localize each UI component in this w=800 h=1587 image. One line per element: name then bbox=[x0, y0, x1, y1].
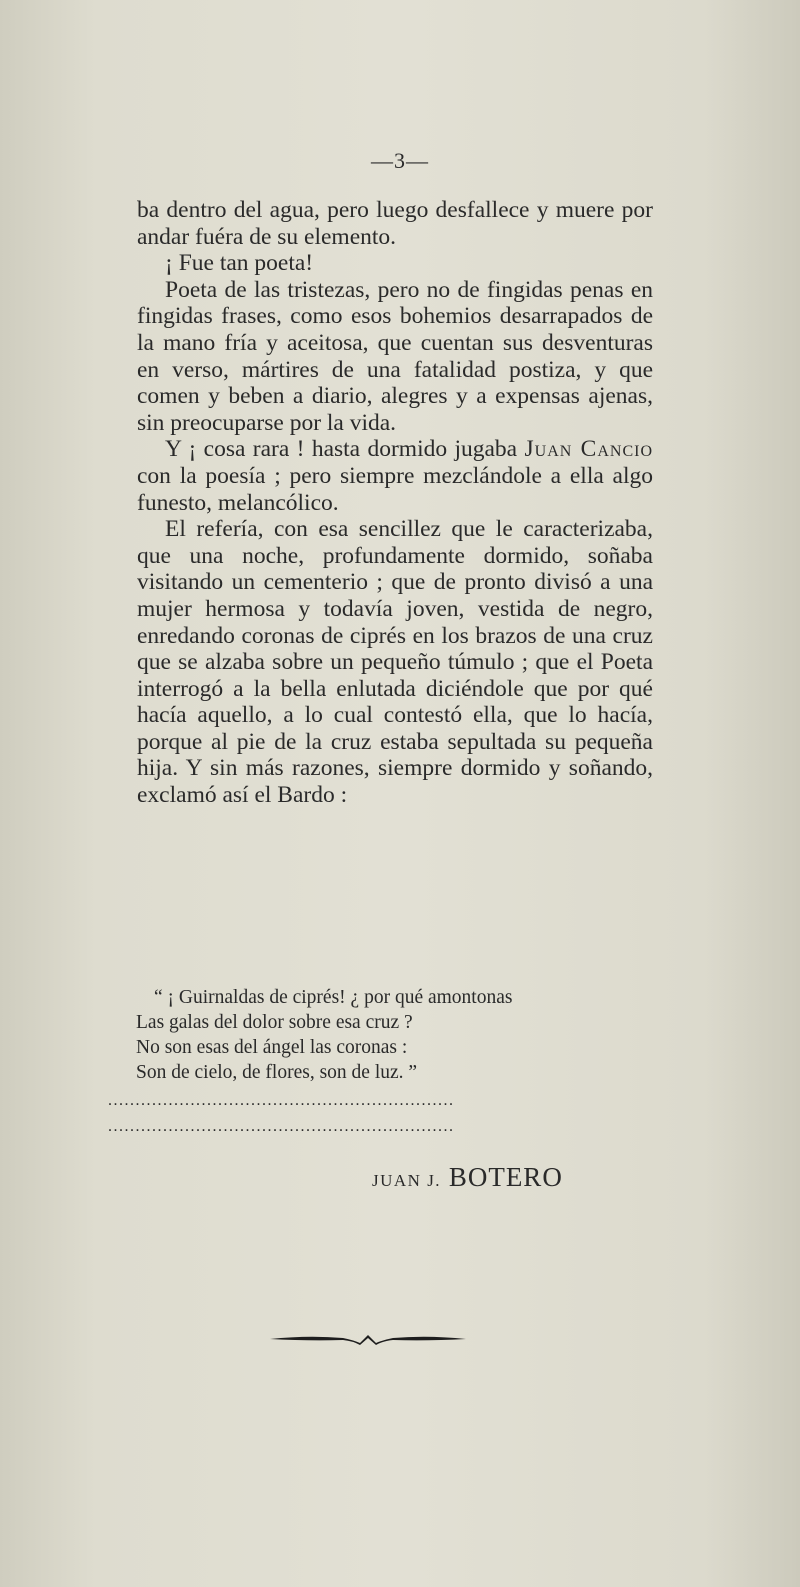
author-name: Juan Cancio bbox=[524, 436, 654, 463]
paragraph-5 bbox=[137, 516, 653, 809]
verse-line-3: No son esas del ángel las coronas : bbox=[136, 1037, 408, 1058]
signature-surname: BOTERO bbox=[448, 1162, 563, 1192]
paragraph-4-start: Y ¡ cosa rara ! hasta dormido jugaba bbox=[165, 436, 518, 463]
paragraph-3: Poeta de las tristezas, pero no de fingidas penas en fingidas frases, como esos bohemios desarrapados de la mano fría y aceitosa, que cuentan sus desventuras en verso, mártires de una fatalidad postiza, y que comen y beben a diario, alegres y a expensas ajenas, sin preocuparse por la vida. bbox=[137, 276, 653, 436]
paragraph-4-end: con la poesía ; pero siempre mezclándole a ella algo funesto, melancólico. bbox=[137, 462, 653, 516]
verse-line-1: “ ¡ Guirnaldas de ciprés! ¿ por qué amontonas bbox=[154, 987, 513, 1008]
signature bbox=[372, 1162, 563, 1193]
verse-quote bbox=[136, 985, 636, 1085]
paragraph-2: ¡ Fue tan poeta! bbox=[165, 250, 314, 277]
ellipsis-row-1: ............................................................... bbox=[108, 1092, 455, 1109]
ornament-divider bbox=[268, 1324, 468, 1354]
paragraph-5-end: interrogó a la bella enlutada diciéndole que por qué hacía aquello, a lo cual contestó ella, que lo hacía, porque al pie de la cruz estaba sepultada su pequeña hija. Y sin más razones, siempre dormido y soñando, exclamó así el Bardo : bbox=[137, 675, 653, 809]
body-text bbox=[137, 197, 653, 809]
poeta-word: Poeta bbox=[600, 649, 654, 676]
verse-line-4: Son de cielo, de flores, son de luz. ” bbox=[136, 1062, 418, 1083]
paragraph-1: ba dentro del agua, pero luego desfallece y muere por andar fuéra de su elemento. bbox=[137, 197, 653, 250]
ellipsis-row-2: ............................................................... bbox=[108, 1118, 455, 1135]
verse-line-2: Las galas del dolor sobre esa cruz ? bbox=[136, 1012, 413, 1033]
paragraph-4 bbox=[137, 436, 653, 516]
paragraph-5-start: El refería, con esa sencillez que le caracterizaba, que una noche, profundamente dormido, soñaba visitando un cementerio ; que de pronto divisó a una mujer hermosa y todavía joven, vestida de negro, enredando coronas de ciprés en los brazos de una cruz que se alzaba sobre un pequeño túmulo ; que el bbox=[137, 516, 653, 676]
signature-initials: JUAN J. bbox=[372, 1171, 442, 1190]
page-number: —3— bbox=[371, 148, 429, 173]
